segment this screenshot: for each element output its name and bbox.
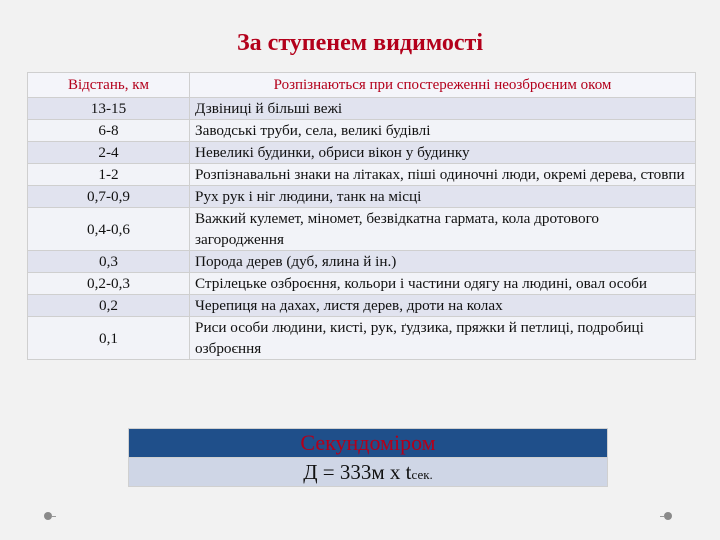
table-row <box>28 98 696 120</box>
formula-expression-cell <box>129 458 608 487</box>
distance-cell: 2-4 <box>28 142 190 164</box>
table-row <box>28 164 696 186</box>
description-cell: Рух рук і ніг людини, танк на місці <box>190 186 696 208</box>
header-distance: Відстань, км <box>28 73 190 98</box>
description-cell: Невеликі будинки, обриси вікон у будинку <box>190 142 696 164</box>
table-row <box>28 142 696 164</box>
table-row <box>28 317 696 360</box>
table-row <box>28 273 696 295</box>
table-row <box>28 295 696 317</box>
description-cell: Важкий кулемет, міномет, безвідкатна гармата, кола дротового загородження <box>190 208 696 251</box>
decor-dot-left <box>44 512 52 520</box>
header-recognized: Розпізнаються при спостереженні неозброєним оком <box>190 73 696 98</box>
description-cell: Заводські труби, села, великі будівлі <box>190 120 696 142</box>
table-header-row <box>28 73 696 98</box>
table-row <box>28 120 696 142</box>
description-cell: Стрілецьке озброєння, кольори і частини одягу на людині, овал особи <box>190 273 696 295</box>
table-row <box>28 208 696 251</box>
distance-cell: 0,7-0,9 <box>28 186 190 208</box>
formula-subscript: сек. <box>411 466 433 482</box>
distance-cell: 6-8 <box>28 120 190 142</box>
distance-cell: 0,2-0,3 <box>28 273 190 295</box>
distance-cell: 0,3 <box>28 251 190 273</box>
slide-title: За ступенем видимості <box>237 30 483 56</box>
distance-cell: 0,1 <box>28 317 190 360</box>
description-cell: Дзвіниці й більші вежі <box>190 98 696 120</box>
description-cell: Порода дерев (дуб, ялина й ін.) <box>190 251 696 273</box>
decor-dot-right <box>664 512 672 520</box>
table-row <box>28 186 696 208</box>
distance-cell: 0,2 <box>28 295 190 317</box>
formula-expression: Д = 333м х t <box>303 459 412 484</box>
description-cell: Розпізнавальні знаки на літаках, піші одиночні люди, окремі дерева, стовпи <box>190 164 696 186</box>
formula-heading: Секундоміром <box>129 429 608 458</box>
distance-cell: 13-15 <box>28 98 190 120</box>
stopwatch-formula-box <box>128 428 608 487</box>
decor-line-right <box>660 516 664 517</box>
distance-cell: 1-2 <box>28 164 190 186</box>
distance-cell: 0,4-0,6 <box>28 208 190 251</box>
description-cell: Черепиця на дахах, листя дерев, дроти на колах <box>190 295 696 317</box>
visibility-table <box>27 72 696 360</box>
decor-line-left <box>52 516 56 517</box>
table-row <box>28 251 696 273</box>
description-cell: Риси особи людини, кисті, рук, ґудзика, пряжки й петлиці, подробиці озброєння <box>190 317 696 360</box>
